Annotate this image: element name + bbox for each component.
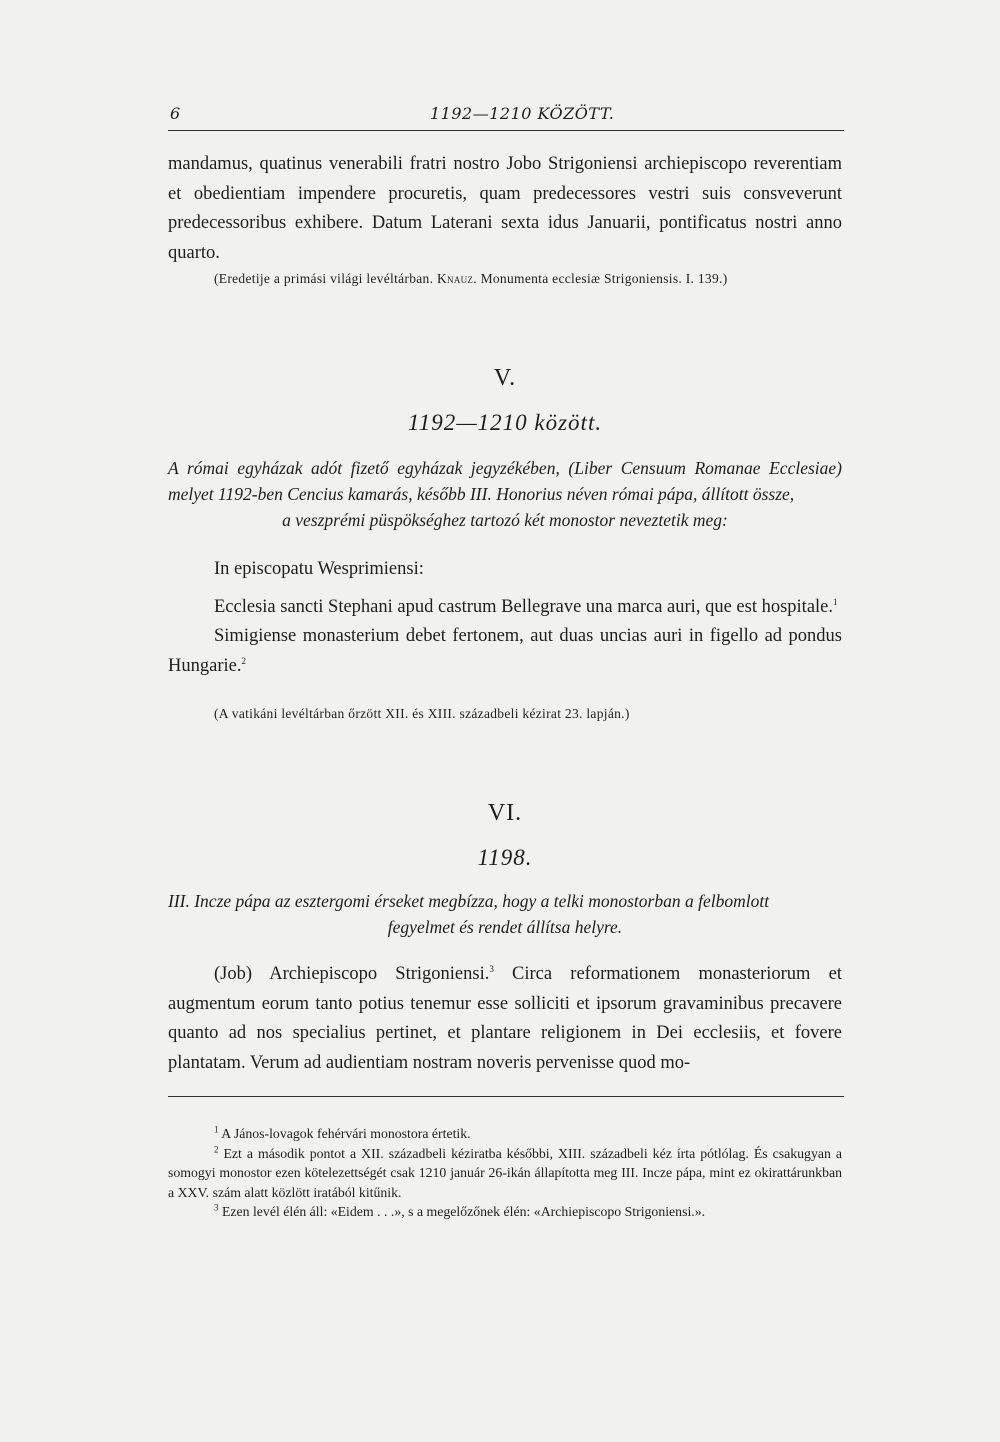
footnote-ref-2: 2 (241, 655, 246, 666)
section-date-vi: 1198. (477, 845, 533, 870)
footnote-2: $^2$ Ezt a második pontot a XII. századbeli kéziratba későbbi, XIII. századbeli kéz írta pótlólag. És csakugyan a somogyi monostor ezen kötelezettségét csak 1210 január 26-ikán állapította meg III. Incze pápa, mint ez okirattárunkban a XXV. szám alatt közlött iratából kitűnik. (168, 1143, 842, 1200)
footnote-ref-3: 3 (489, 963, 494, 974)
header-rule (168, 130, 844, 131)
summary-last-v: a veszprémi püspökséghez tartozó két monostor neveztetik meg: (282, 510, 728, 530)
footnote-3: $^3$ Ezen levél élén áll: «Eidem . . .», s a megelőzőnek élén: «Archiepiscopo Strigoniensi.». (214, 1202, 706, 1219)
summary-main-vi: III. Incze pápa az esztergomi érseket megbízza, hogy a telki monostorban a felbomlott (168, 891, 770, 911)
running-title: 1192—1210 KÖZÖTT. (430, 104, 615, 123)
letter-paragraph: (Job) Archiepiscopo Strigoniensi.$^3$ Circa reformationem monasteriorum et augmentum eorum tanto potius tenemur esse solliciti et ipsorum gravaminibus precavere quanto ad nos specialius pertinet, et plantare religionem in Dei ecclesiis, et fovere plantatam. Verum ad audientiam nostram noveris pervenisse quod mo- (168, 963, 842, 1073)
page-number: 6 (170, 104, 181, 123)
diocese-line: In episcopatu Wesprimiensi: (214, 559, 424, 579)
continuation-block (168, 150, 842, 268)
section-summary-v (168, 455, 842, 533)
source-text-after: . Monumenta ecclesiæ Strigoniensis. I. 139.) (473, 271, 728, 286)
source-text-2: (A vatikáni levéltárban őrzött XII. és XIII. századbeli kézirat 23. lapján.) (214, 706, 630, 721)
section-body-v (168, 555, 842, 681)
source-author: Knauz (436, 271, 474, 286)
section-date-v: 1192—1210 között. (407, 410, 603, 435)
footnote-1: $^1$ A János-lovagok fehérvári monostora értetik. (214, 1124, 471, 1141)
entry-paragraph-1: Ecclesia sancti Stephani apud castrum Bellegrave una marca auri, que est hospitale.$^1$ (214, 596, 838, 617)
section-numeral-vi: VI. (487, 800, 523, 826)
source-note-2 (214, 706, 844, 722)
continuation-paragraph: mandamus, quatinus venerabili fratri nostro Jobo Strigoniensi archiepiscopo reverentiam et obedientiam impendere procuretis, quam predecessores vestri suis consveverunt predecessoribus exhibere. Datum Laterani sexta idus Januarii, pontificatus nostri anno quarto. (168, 154, 842, 263)
section-summary-vi (168, 888, 842, 940)
running-header (168, 104, 844, 130)
summary-last-vi: fegyelmet és rendet állítsa helyre. (387, 917, 623, 937)
footnote-rule (168, 1096, 844, 1097)
section-numeral-v: V. (493, 365, 517, 391)
source-text-before: (Eredetije a primási világi levéltárban. (214, 271, 437, 286)
summary-main-v: A római egyházak adót fizető egyházak jegyzékében, (Liber Censuum Romanae Ecclesiae) melyet 1192-ben Cencius kamarás, később III. Honorius néven római pápa, állított össze, (168, 458, 842, 504)
section-body-vi (168, 960, 842, 1078)
footnotes (168, 1124, 842, 1222)
source-note-1 (214, 271, 844, 287)
entry-paragraph-2: Simigiense monasterium debet fertonem, aut duas uncias auri in figello ad pondus Hungarie.$^2$ (168, 626, 842, 676)
footnote-ref-1: 1 (833, 596, 838, 607)
